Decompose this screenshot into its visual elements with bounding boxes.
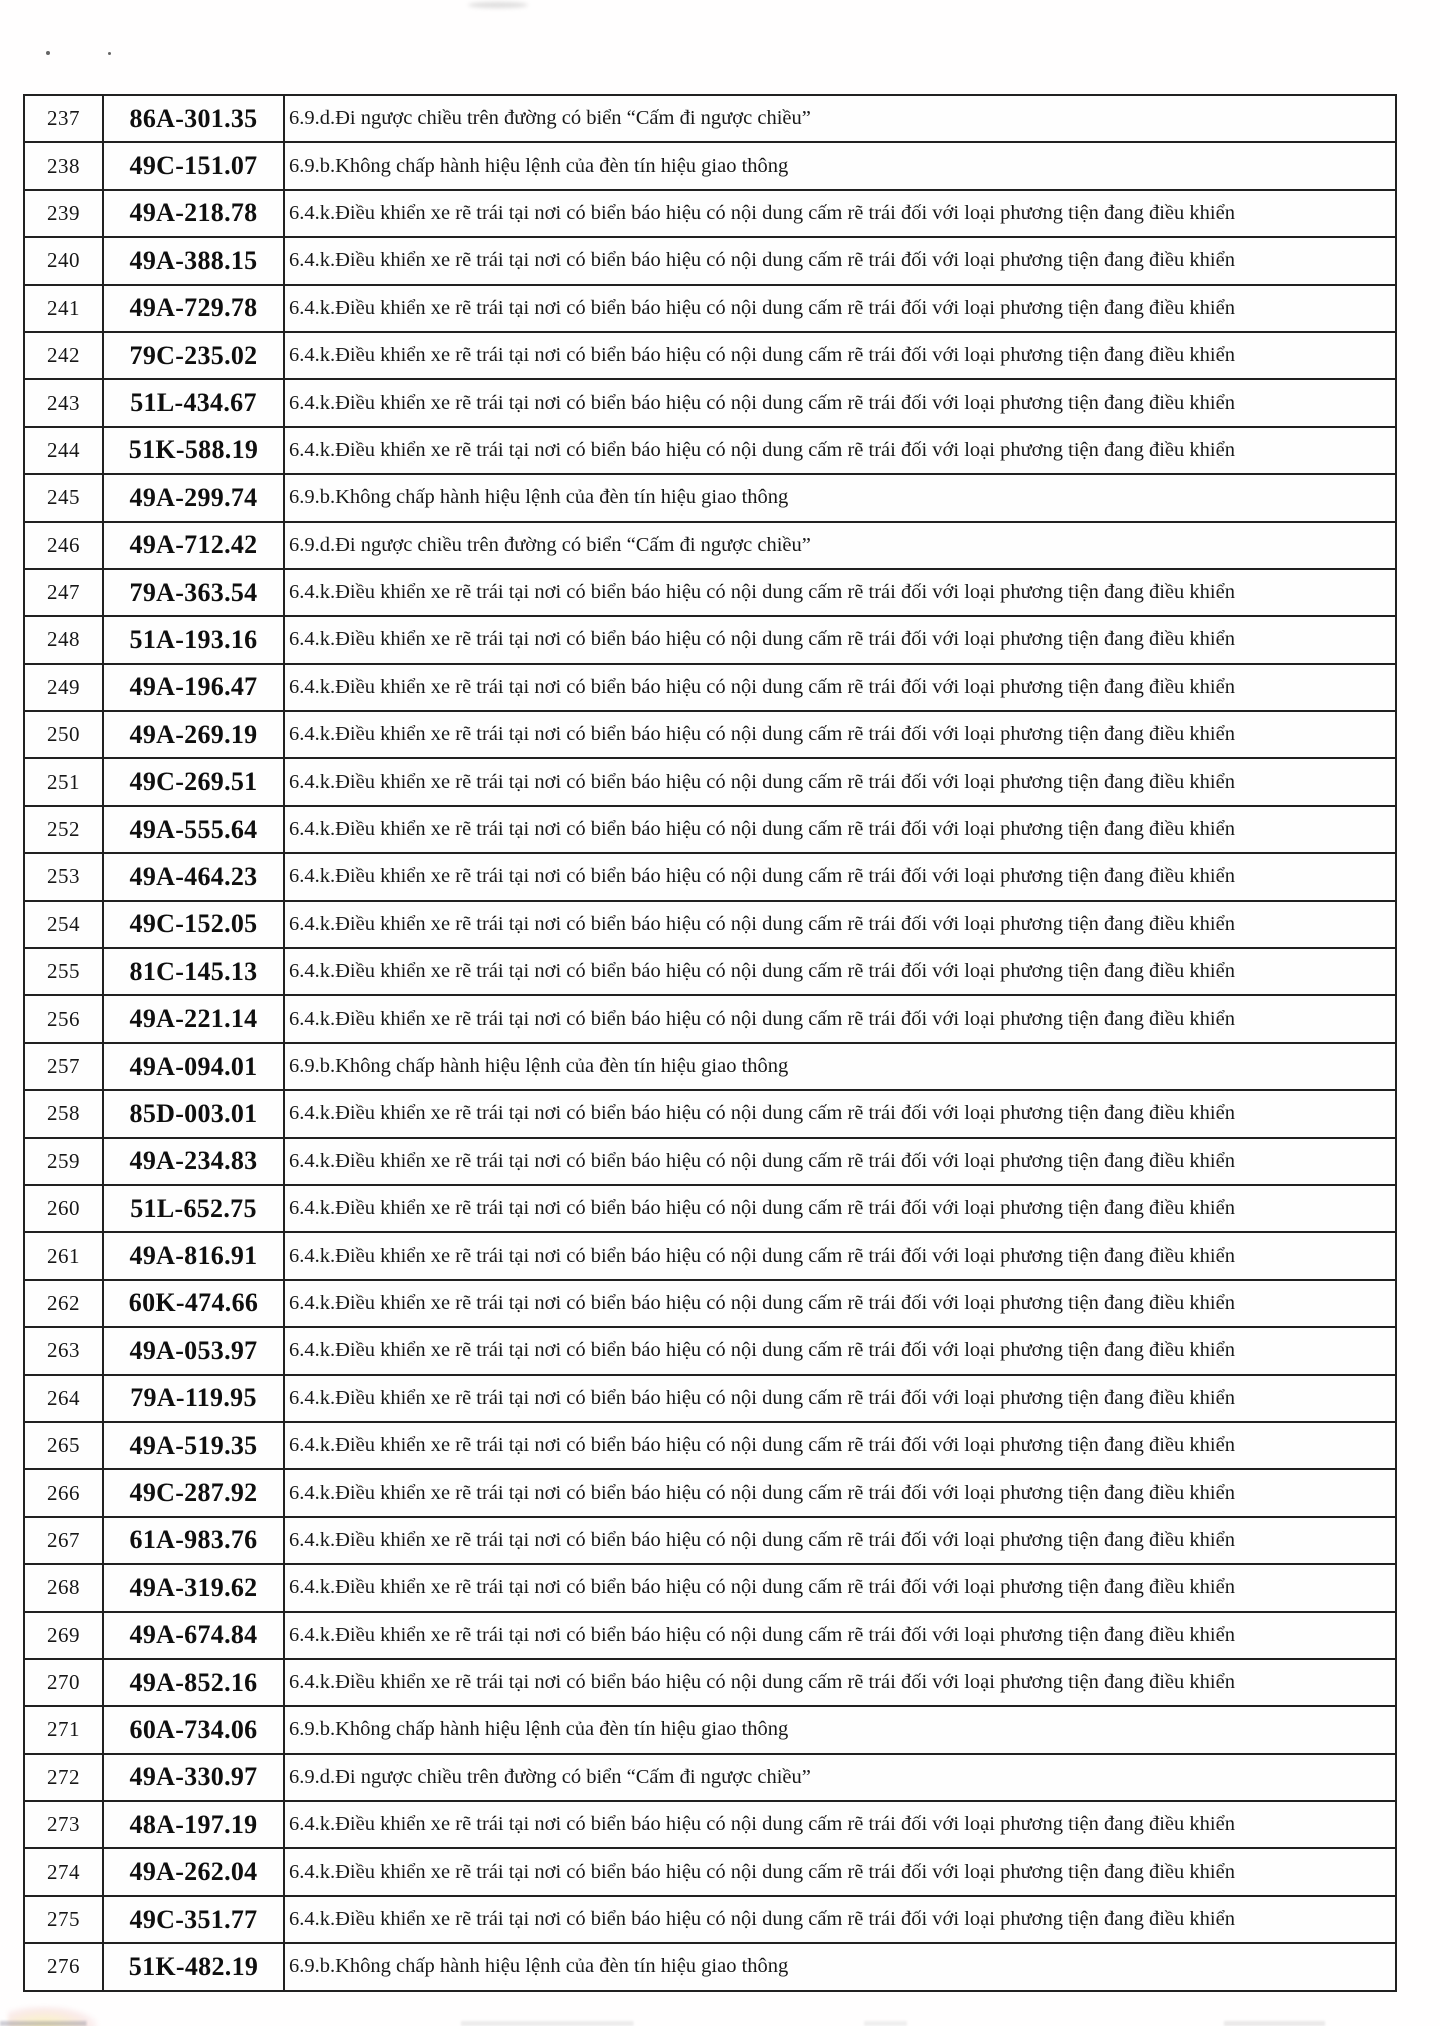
license-plate-cell: 49C-269.51 <box>103 758 284 805</box>
violation-description-cell: 6.4.k.Điều khiển xe rẽ trái tại nơi có biển báo hiệu có nội dung cấm rẽ trái đối với loại phương tiện đang điều khiển <box>284 190 1396 237</box>
license-plate-cell: 49A-094.01 <box>103 1043 284 1090</box>
violation-description-cell: 6.4.k.Điều khiển xe rẽ trái tại nơi có biển báo hiệu có nội dung cấm rẽ trái đối với loại phương tiện đang điều khiển <box>284 1422 1396 1469</box>
row-number-cell: 264 <box>24 1375 103 1422</box>
table-row <box>24 1754 1396 1801</box>
license-plate-cell: 51K-482.19 <box>103 1943 284 1990</box>
row-number-cell: 241 <box>24 285 103 332</box>
row-number-cell: 262 <box>24 1280 103 1327</box>
table-row <box>24 379 1396 426</box>
violation-description-cell: 6.4.k.Điều khiển xe rẽ trái tại nơi có biển báo hiệu có nội dung cấm rẽ trái đối với loại phương tiện đang điều khiển <box>284 1185 1396 1232</box>
violation-description-cell: 6.4.k.Điều khiển xe rẽ trái tại nơi có biển báo hiệu có nội dung cấm rẽ trái đối với loại phương tiện đang điều khiển <box>284 664 1396 711</box>
table-row <box>24 1375 1396 1422</box>
violation-description-cell: 6.9.d.Đi ngược chiều trên đường có biển “Cấm đi ngược chiều” <box>284 522 1396 569</box>
license-plate-cell: 49C-151.07 <box>103 142 284 189</box>
violation-description-cell: 6.4.k.Điều khiển xe rẽ trái tại nơi có biển báo hiệu có nội dung cấm rẽ trái đối với loại phương tiện đang điều khiển <box>284 901 1396 948</box>
row-number-cell: 248 <box>24 616 103 663</box>
table-row <box>24 1896 1396 1943</box>
table-row <box>24 853 1396 900</box>
violation-description-cell: 6.4.k.Điều khiển xe rẽ trái tại nơi có biển báo hiệu có nội dung cấm rẽ trái đối với loại phương tiện đang điều khiển <box>284 853 1396 900</box>
violation-table <box>23 94 1397 1992</box>
row-number-cell: 251 <box>24 758 103 805</box>
row-number-cell: 254 <box>24 901 103 948</box>
violation-description-cell: 6.4.k.Điều khiển xe rẽ trái tại nơi có biển báo hiệu có nội dung cấm rẽ trái đối với loại phương tiện đang điều khiển <box>284 1612 1396 1659</box>
table-row <box>24 1612 1396 1659</box>
violation-description-cell: 6.4.k.Điều khiển xe rẽ trái tại nơi có biển báo hiệu có nội dung cấm rẽ trái đối với loại phương tiện đang điều khiển <box>284 616 1396 663</box>
row-number-cell: 253 <box>24 853 103 900</box>
violation-description-cell: 6.4.k.Điều khiển xe rẽ trái tại nơi có biển báo hiệu có nội dung cấm rẽ trái đối với loại phương tiện đang điều khiển <box>284 758 1396 805</box>
row-number-cell: 255 <box>24 948 103 995</box>
row-number-cell: 246 <box>24 522 103 569</box>
violation-description-cell: 6.4.k.Điều khiển xe rẽ trái tại nơi có biển báo hiệu có nội dung cấm rẽ trái đối với loại phương tiện đang điều khiển <box>284 806 1396 853</box>
violation-description-cell: 6.9.b.Không chấp hành hiệu lệnh của đèn tín hiệu giao thông <box>284 474 1396 521</box>
table-row <box>24 806 1396 853</box>
row-number-cell: 260 <box>24 1185 103 1232</box>
table-row <box>24 1801 1396 1848</box>
violation-description-cell: 6.9.d.Đi ngược chiều trên đường có biển “Cấm đi ngược chiều” <box>284 95 1396 142</box>
license-plate-cell: 49A-218.78 <box>103 190 284 237</box>
row-number-cell: 256 <box>24 995 103 1042</box>
violation-description-cell: 6.9.b.Không chấp hành hiệu lệnh của đèn tín hiệu giao thông <box>284 1706 1396 1753</box>
violation-description-cell: 6.4.k.Điều khiển xe rẽ trái tại nơi có biển báo hiệu có nội dung cấm rẽ trái đối với loại phương tiện đang điều khiển <box>284 1564 1396 1611</box>
violation-description-cell: 6.4.k.Điều khiển xe rẽ trái tại nơi có biển báo hiệu có nội dung cấm rẽ trái đối với loại phương tiện đang điều khiển <box>284 285 1396 332</box>
scan-speck <box>108 52 111 55</box>
violation-description-cell: 6.9.b.Không chấp hành hiệu lệnh của đèn tín hiệu giao thông <box>284 1943 1396 1990</box>
violation-description-cell: 6.4.k.Điều khiển xe rẽ trái tại nơi có biển báo hiệu có nội dung cấm rẽ trái đối với loại phương tiện đang điều khiển <box>284 1232 1396 1279</box>
table-row <box>24 522 1396 569</box>
license-plate-cell: 49A-464.23 <box>103 853 284 900</box>
table-row <box>24 332 1396 379</box>
license-plate-cell: 49A-388.15 <box>103 237 284 284</box>
violation-description-cell: 6.4.k.Điều khiển xe rẽ trái tại nơi có biển báo hiệu có nội dung cấm rẽ trái đối với loại phương tiện đang điều khiển <box>284 1848 1396 1895</box>
license-plate-cell: 60A-734.06 <box>103 1706 284 1753</box>
table-row <box>24 1706 1396 1753</box>
row-number-cell: 245 <box>24 474 103 521</box>
license-plate-cell: 49A-674.84 <box>103 1612 284 1659</box>
license-plate-cell: 61A-983.76 <box>103 1517 284 1564</box>
table-row <box>24 237 1396 284</box>
row-number-cell: 276 <box>24 1943 103 1990</box>
row-number-cell: 266 <box>24 1469 103 1516</box>
row-number-cell: 243 <box>24 379 103 426</box>
violation-description-cell: 6.4.k.Điều khiển xe rẽ trái tại nơi có biển báo hiệu có nội dung cấm rẽ trái đối với loại phương tiện đang điều khiển <box>284 1327 1396 1374</box>
table-row <box>24 1943 1396 1990</box>
table-row <box>24 142 1396 189</box>
table-row <box>24 1564 1396 1611</box>
scan-smudge <box>468 2 528 8</box>
row-number-cell: 270 <box>24 1659 103 1706</box>
table-row <box>24 1422 1396 1469</box>
table-row <box>24 1185 1396 1232</box>
table-row <box>24 1090 1396 1137</box>
row-number-cell: 247 <box>24 569 103 616</box>
violation-description-cell: 6.4.k.Điều khiển xe rẽ trái tại nơi có biển báo hiệu có nội dung cấm rẽ trái đối với loại phương tiện đang điều khiển <box>284 332 1396 379</box>
table-row <box>24 1280 1396 1327</box>
violation-description-cell: 6.4.k.Điều khiển xe rẽ trái tại nơi có biển báo hiệu có nội dung cấm rẽ trái đối với loại phương tiện đang điều khiển <box>284 237 1396 284</box>
violation-description-cell: 6.4.k.Điều khiển xe rẽ trái tại nơi có biển báo hiệu có nội dung cấm rẽ trái đối với loại phương tiện đang điều khiển <box>284 1138 1396 1185</box>
row-number-cell: 274 <box>24 1848 103 1895</box>
table-row <box>24 474 1396 521</box>
license-plate-cell: 49A-053.97 <box>103 1327 284 1374</box>
table-row <box>24 427 1396 474</box>
violation-description-cell: 6.4.k.Điều khiển xe rẽ trái tại nơi có biển báo hiệu có nội dung cấm rẽ trái đối với loại phương tiện đang điều khiển <box>284 1896 1396 1943</box>
row-number-cell: 244 <box>24 427 103 474</box>
license-plate-cell: 79A-363.54 <box>103 569 284 616</box>
table-row <box>24 1517 1396 1564</box>
row-number-cell: 240 <box>24 237 103 284</box>
license-plate-cell: 49C-351.77 <box>103 1896 284 1943</box>
table-row <box>24 1848 1396 1895</box>
license-plate-cell: 49A-729.78 <box>103 285 284 332</box>
table-row <box>24 190 1396 237</box>
row-number-cell: 257 <box>24 1043 103 1090</box>
row-number-cell: 237 <box>24 95 103 142</box>
license-plate-cell: 49A-519.35 <box>103 1422 284 1469</box>
license-plate-cell: 49A-816.91 <box>103 1232 284 1279</box>
row-number-cell: 263 <box>24 1327 103 1374</box>
row-number-cell: 261 <box>24 1232 103 1279</box>
violation-description-cell: 6.4.k.Điều khiển xe rẽ trái tại nơi có biển báo hiệu có nội dung cấm rẽ trái đối với loại phương tiện đang điều khiển <box>284 995 1396 1042</box>
license-plate-cell: 49A-262.04 <box>103 1848 284 1895</box>
license-plate-cell: 51A-193.16 <box>103 616 284 663</box>
violation-description-cell: 6.4.k.Điều khiển xe rẽ trái tại nơi có biển báo hiệu có nội dung cấm rẽ trái đối với loại phương tiện đang điều khiển <box>284 1469 1396 1516</box>
license-plate-cell: 49A-555.64 <box>103 806 284 853</box>
row-number-cell: 258 <box>24 1090 103 1137</box>
table-row <box>24 569 1396 616</box>
violation-description-cell: 6.4.k.Điều khiển xe rẽ trái tại nơi có biển báo hiệu có nội dung cấm rẽ trái đối với loại phương tiện đang điều khiển <box>284 1517 1396 1564</box>
row-number-cell: 272 <box>24 1754 103 1801</box>
license-plate-cell: 51K-588.19 <box>103 427 284 474</box>
row-number-cell: 250 <box>24 711 103 758</box>
table-row <box>24 1138 1396 1185</box>
license-plate-cell: 49C-152.05 <box>103 901 284 948</box>
license-plate-cell: 49A-299.74 <box>103 474 284 521</box>
license-plate-cell: 49A-196.47 <box>103 664 284 711</box>
license-plate-cell: 48A-197.19 <box>103 1801 284 1848</box>
table-row <box>24 95 1396 142</box>
table-row <box>24 1043 1396 1090</box>
license-plate-cell: 79A-119.95 <box>103 1375 284 1422</box>
row-number-cell: 269 <box>24 1612 103 1659</box>
violation-description-cell: 6.4.k.Điều khiển xe rẽ trái tại nơi có biển báo hiệu có nội dung cấm rẽ trái đối với loại phương tiện đang điều khiển <box>284 427 1396 474</box>
row-number-cell: 273 <box>24 1801 103 1848</box>
row-number-cell: 267 <box>24 1517 103 1564</box>
violation-description-cell: 6.4.k.Điều khiển xe rẽ trái tại nơi có biển báo hiệu có nội dung cấm rẽ trái đối với loại phương tiện đang điều khiển <box>284 1280 1396 1327</box>
license-plate-cell: 49A-319.62 <box>103 1564 284 1611</box>
table-row <box>24 758 1396 805</box>
table-row <box>24 1659 1396 1706</box>
license-plate-cell: 51L-652.75 <box>103 1185 284 1232</box>
row-number-cell: 238 <box>24 142 103 189</box>
license-plate-cell: 49A-269.19 <box>103 711 284 758</box>
row-number-cell: 242 <box>24 332 103 379</box>
table-row <box>24 664 1396 711</box>
table-row <box>24 616 1396 663</box>
license-plate-cell: 51L-434.67 <box>103 379 284 426</box>
license-plate-cell: 49A-852.16 <box>103 1659 284 1706</box>
license-plate-cell: 49A-330.97 <box>103 1754 284 1801</box>
scan-smudge <box>0 2021 1440 2026</box>
table-row <box>24 1469 1396 1516</box>
license-plate-cell: 86A-301.35 <box>103 95 284 142</box>
license-plate-cell: 79C-235.02 <box>103 332 284 379</box>
row-number-cell: 252 <box>24 806 103 853</box>
table-row <box>24 1327 1396 1374</box>
license-plate-cell: 49A-221.14 <box>103 995 284 1042</box>
row-number-cell: 271 <box>24 1706 103 1753</box>
table-row <box>24 948 1396 995</box>
table-row <box>24 995 1396 1042</box>
violation-description-cell: 6.4.k.Điều khiển xe rẽ trái tại nơi có biển báo hiệu có nội dung cấm rẽ trái đối với loại phương tiện đang điều khiển <box>284 379 1396 426</box>
license-plate-cell: 60K-474.66 <box>103 1280 284 1327</box>
violation-description-cell: 6.9.b.Không chấp hành hiệu lệnh của đèn tín hiệu giao thông <box>284 1043 1396 1090</box>
violation-description-cell: 6.9.b.Không chấp hành hiệu lệnh của đèn tín hiệu giao thông <box>284 142 1396 189</box>
violation-table-body <box>24 95 1396 1991</box>
license-plate-cell: 81C-145.13 <box>103 948 284 995</box>
violation-description-cell: 6.4.k.Điều khiển xe rẽ trái tại nơi có biển báo hiệu có nội dung cấm rẽ trái đối với loại phương tiện đang điều khiển <box>284 711 1396 758</box>
table-row <box>24 711 1396 758</box>
license-plate-cell: 49A-712.42 <box>103 522 284 569</box>
license-plate-cell: 85D-003.01 <box>103 1090 284 1137</box>
table-row <box>24 285 1396 332</box>
row-number-cell: 265 <box>24 1422 103 1469</box>
violation-description-cell: 6.4.k.Điều khiển xe rẽ trái tại nơi có biển báo hiệu có nội dung cấm rẽ trái đối với loại phương tiện đang điều khiển <box>284 948 1396 995</box>
row-number-cell: 268 <box>24 1564 103 1611</box>
violation-description-cell: 6.4.k.Điều khiển xe rẽ trái tại nơi có biển báo hiệu có nội dung cấm rẽ trái đối với loại phương tiện đang điều khiển <box>284 569 1396 616</box>
violation-description-cell: 6.4.k.Điều khiển xe rẽ trái tại nơi có biển báo hiệu có nội dung cấm rẽ trái đối với loại phương tiện đang điều khiển <box>284 1801 1396 1848</box>
violation-description-cell: 6.4.k.Điều khiển xe rẽ trái tại nơi có biển báo hiệu có nội dung cấm rẽ trái đối với loại phương tiện đang điều khiển <box>284 1090 1396 1137</box>
row-number-cell: 239 <box>24 190 103 237</box>
row-number-cell: 259 <box>24 1138 103 1185</box>
violation-description-cell: 6.4.k.Điều khiển xe rẽ trái tại nơi có biển báo hiệu có nội dung cấm rẽ trái đối với loại phương tiện đang điều khiển <box>284 1659 1396 1706</box>
row-number-cell: 275 <box>24 1896 103 1943</box>
violation-description-cell: 6.4.k.Điều khiển xe rẽ trái tại nơi có biển báo hiệu có nội dung cấm rẽ trái đối với loại phương tiện đang điều khiển <box>284 1375 1396 1422</box>
license-plate-cell: 49A-234.83 <box>103 1138 284 1185</box>
row-number-cell: 249 <box>24 664 103 711</box>
table-row <box>24 901 1396 948</box>
table-row <box>24 1232 1396 1279</box>
scan-speck <box>46 51 50 55</box>
violation-description-cell: 6.9.d.Đi ngược chiều trên đường có biển “Cấm đi ngược chiều” <box>284 1754 1396 1801</box>
license-plate-cell: 49C-287.92 <box>103 1469 284 1516</box>
